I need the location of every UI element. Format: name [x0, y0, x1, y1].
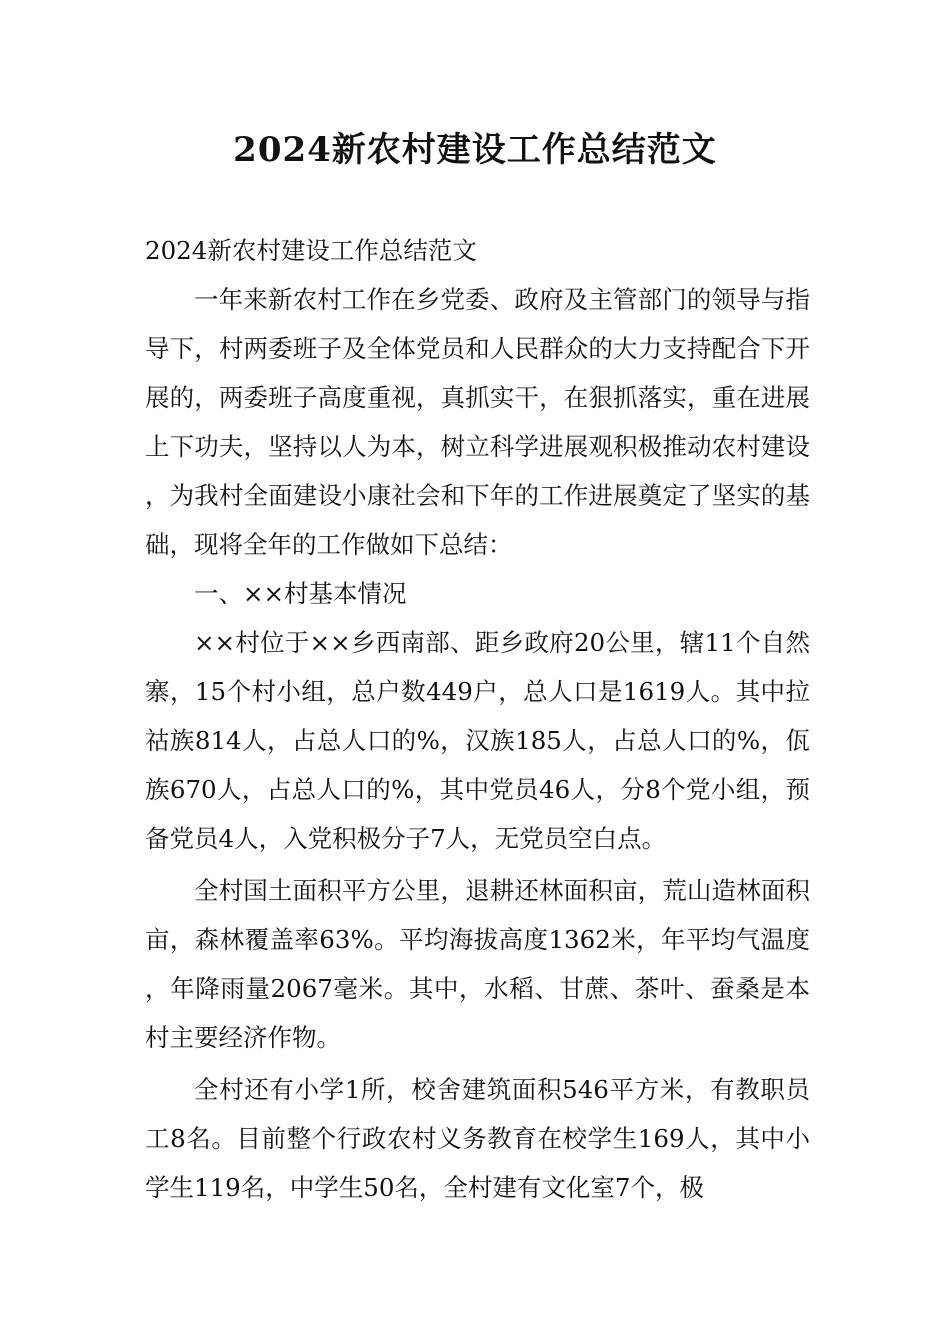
document-body	[145, 226, 810, 1212]
paragraph-land-climate: 全村国土面积平方公里，退耕还林面积亩，荒山造林面积亩，森林覆盖率63%。平均海拔高度1362米，年平均气温度，年降雨量2067毫米。其中，水稻、甘蔗、茶叶、蚕桑是本村主要经济作物。	[145, 876, 810, 1052]
paragraph-education: 全村还有小学1所，校舍建筑面积546平方米，有教职员工8名。目前整个行政农村义务教育在校学生169人，其中小学生119名，中学生50名，全村建有文化室7个，极	[145, 1075, 810, 1202]
section-heading-basic-info: 一、××村基本情况	[194, 579, 407, 608]
paragraph-subtitle: 2024新农村建设工作总结范文	[145, 236, 477, 265]
paragraph-village-population: ××村位于××乡西南部、距乡政府20公里，辖11个自然寨，15个村小组，总户数449户，总人口是1619人。其中拉祜族814人，占总人口的%，汉族185人，占总人口的%，佤族670人，占总人口的%，其中党员46人，分8个党小组，预备党员4人，入党积极分子7人，无党员空白点。	[145, 628, 810, 853]
document-title: 2024新农村建设工作总结范文	[233, 130, 717, 170]
paragraph-intro: 一年来新农村工作在乡党委、政府及主管部门的领导与指导下，村两委班子及全体党员和人民群众的大力支持配合下开展的，两委班子高度重视，真抓实干，在狠抓落实，重在进展上下功夫，坚持以人为本，树立科学进展观积极推动农村建设，为我村全面建设小康社会和下年的工作进展奠定了坚实的基础，现将全年的工作做如下总结：	[145, 285, 810, 559]
